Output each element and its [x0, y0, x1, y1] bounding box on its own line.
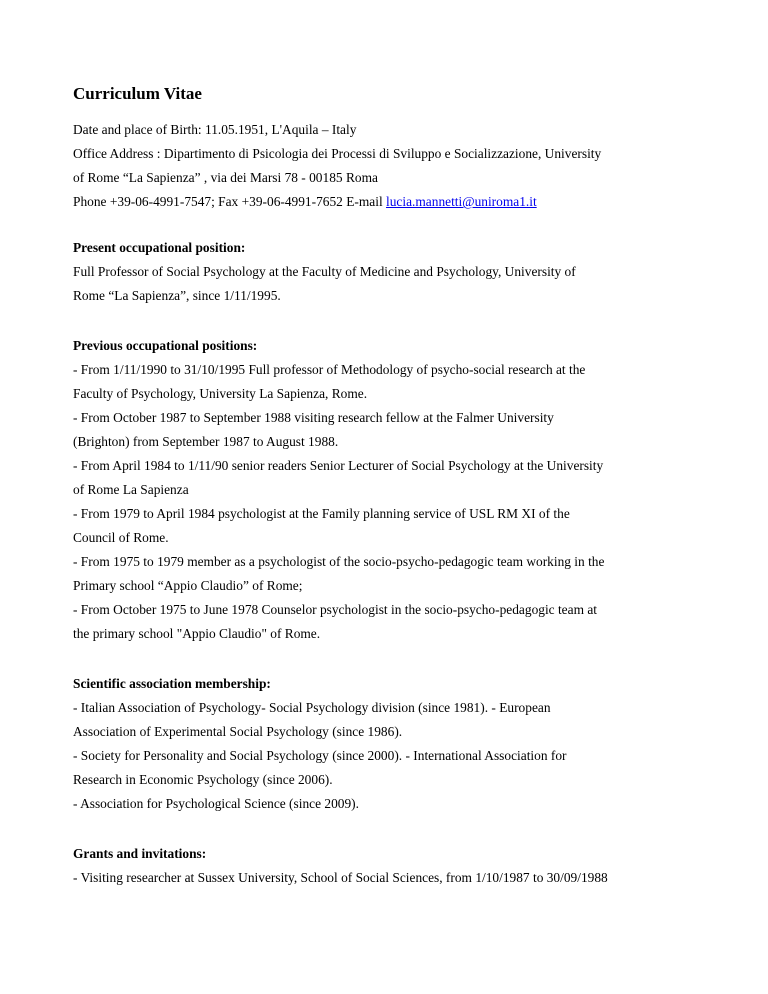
previous-position-line: Faculty of Psychology, University La Sapienza, Rome. — [73, 386, 368, 401]
office-address-line-1: Office Address : Dipartimento di Psicologia dei Processi di Sviluppo e Socializzazione, University — [73, 146, 602, 161]
previous-position-line: (Brighton) from September 1987 to August 1988. — [73, 434, 339, 449]
previous-positions-heading: Previous occupational positions: — [73, 338, 258, 353]
present-position-heading: Present occupational position: — [73, 240, 246, 255]
previous-position-line: - From 1979 to April 1984 psychologist at the Family planning service of USL RM XI of the — [73, 506, 570, 521]
previous-position-line: - From October 1975 to June 1978 Counselor psychologist in the socio-psycho-pedagogic team at — [73, 602, 597, 617]
association-line: - Association for Psychological Science (since 2009). — [73, 796, 359, 811]
grant-line: - Visiting researcher at Sussex University, School of Social Sciences, from 1/10/1987 to 30/09/1988 — [73, 870, 608, 885]
present-position-line: Full Professor of Social Psychology at the Faculty of Medicine and Psychology, University of — [73, 264, 576, 279]
document-title: Curriculum Vitae — [73, 84, 202, 103]
association-line: - Italian Association of Psychology- Social Psychology division (since 1981). - European — [73, 700, 551, 715]
association-line: Research in Economic Psychology (since 2006). — [73, 772, 333, 787]
contact-line — [73, 194, 537, 210]
previous-position-line: the primary school "Appio Claudio" of Rome. — [73, 626, 321, 641]
office-address-line-2: of Rome “La Sapienza” , via dei Marsi 78 - 00185 Roma — [73, 170, 378, 185]
previous-position-line: Council of Rome. — [73, 530, 169, 545]
present-position-line: Rome “La Sapienza”, since 1/11/1995. — [73, 288, 281, 303]
previous-position-line: - From October 1987 to September 1988 visiting research fellow at the Falmer University — [73, 410, 554, 425]
association-line: - Society for Personality and Social Psychology (since 2000). - International Association for — [73, 748, 567, 763]
previous-position-line: of Rome La Sapienza — [73, 482, 189, 497]
previous-position-line: - From 1/11/1990 to 31/10/1995 Full professor of Methodology of psycho-social research at the — [73, 362, 586, 377]
email-link[interactable]: lucia.mannetti@uniroma1.it — [386, 194, 537, 209]
previous-position-line: - From 1975 to 1979 member as a psychologist of the socio-psycho-pedagogic team working in the — [73, 554, 605, 569]
previous-position-line: - From April 1984 to 1/11/90 senior readers Senior Lecturer of Social Psychology at the University — [73, 458, 604, 473]
associations-heading: Scientific association membership: — [73, 676, 271, 691]
phone-fax-text: Phone +39-06-4991-7547; Fax +39-06-4991-7652 E-mail — [73, 194, 387, 209]
previous-position-line: Primary school “Appio Claudio” of Rome; — [73, 578, 303, 593]
association-line: Association of Experimental Social Psychology (since 1986). — [73, 724, 403, 739]
grants-heading: Grants and invitations: — [73, 846, 207, 861]
birth-line: Date and place of Birth: 11.05.1951, L'Aquila – Italy — [73, 122, 357, 137]
